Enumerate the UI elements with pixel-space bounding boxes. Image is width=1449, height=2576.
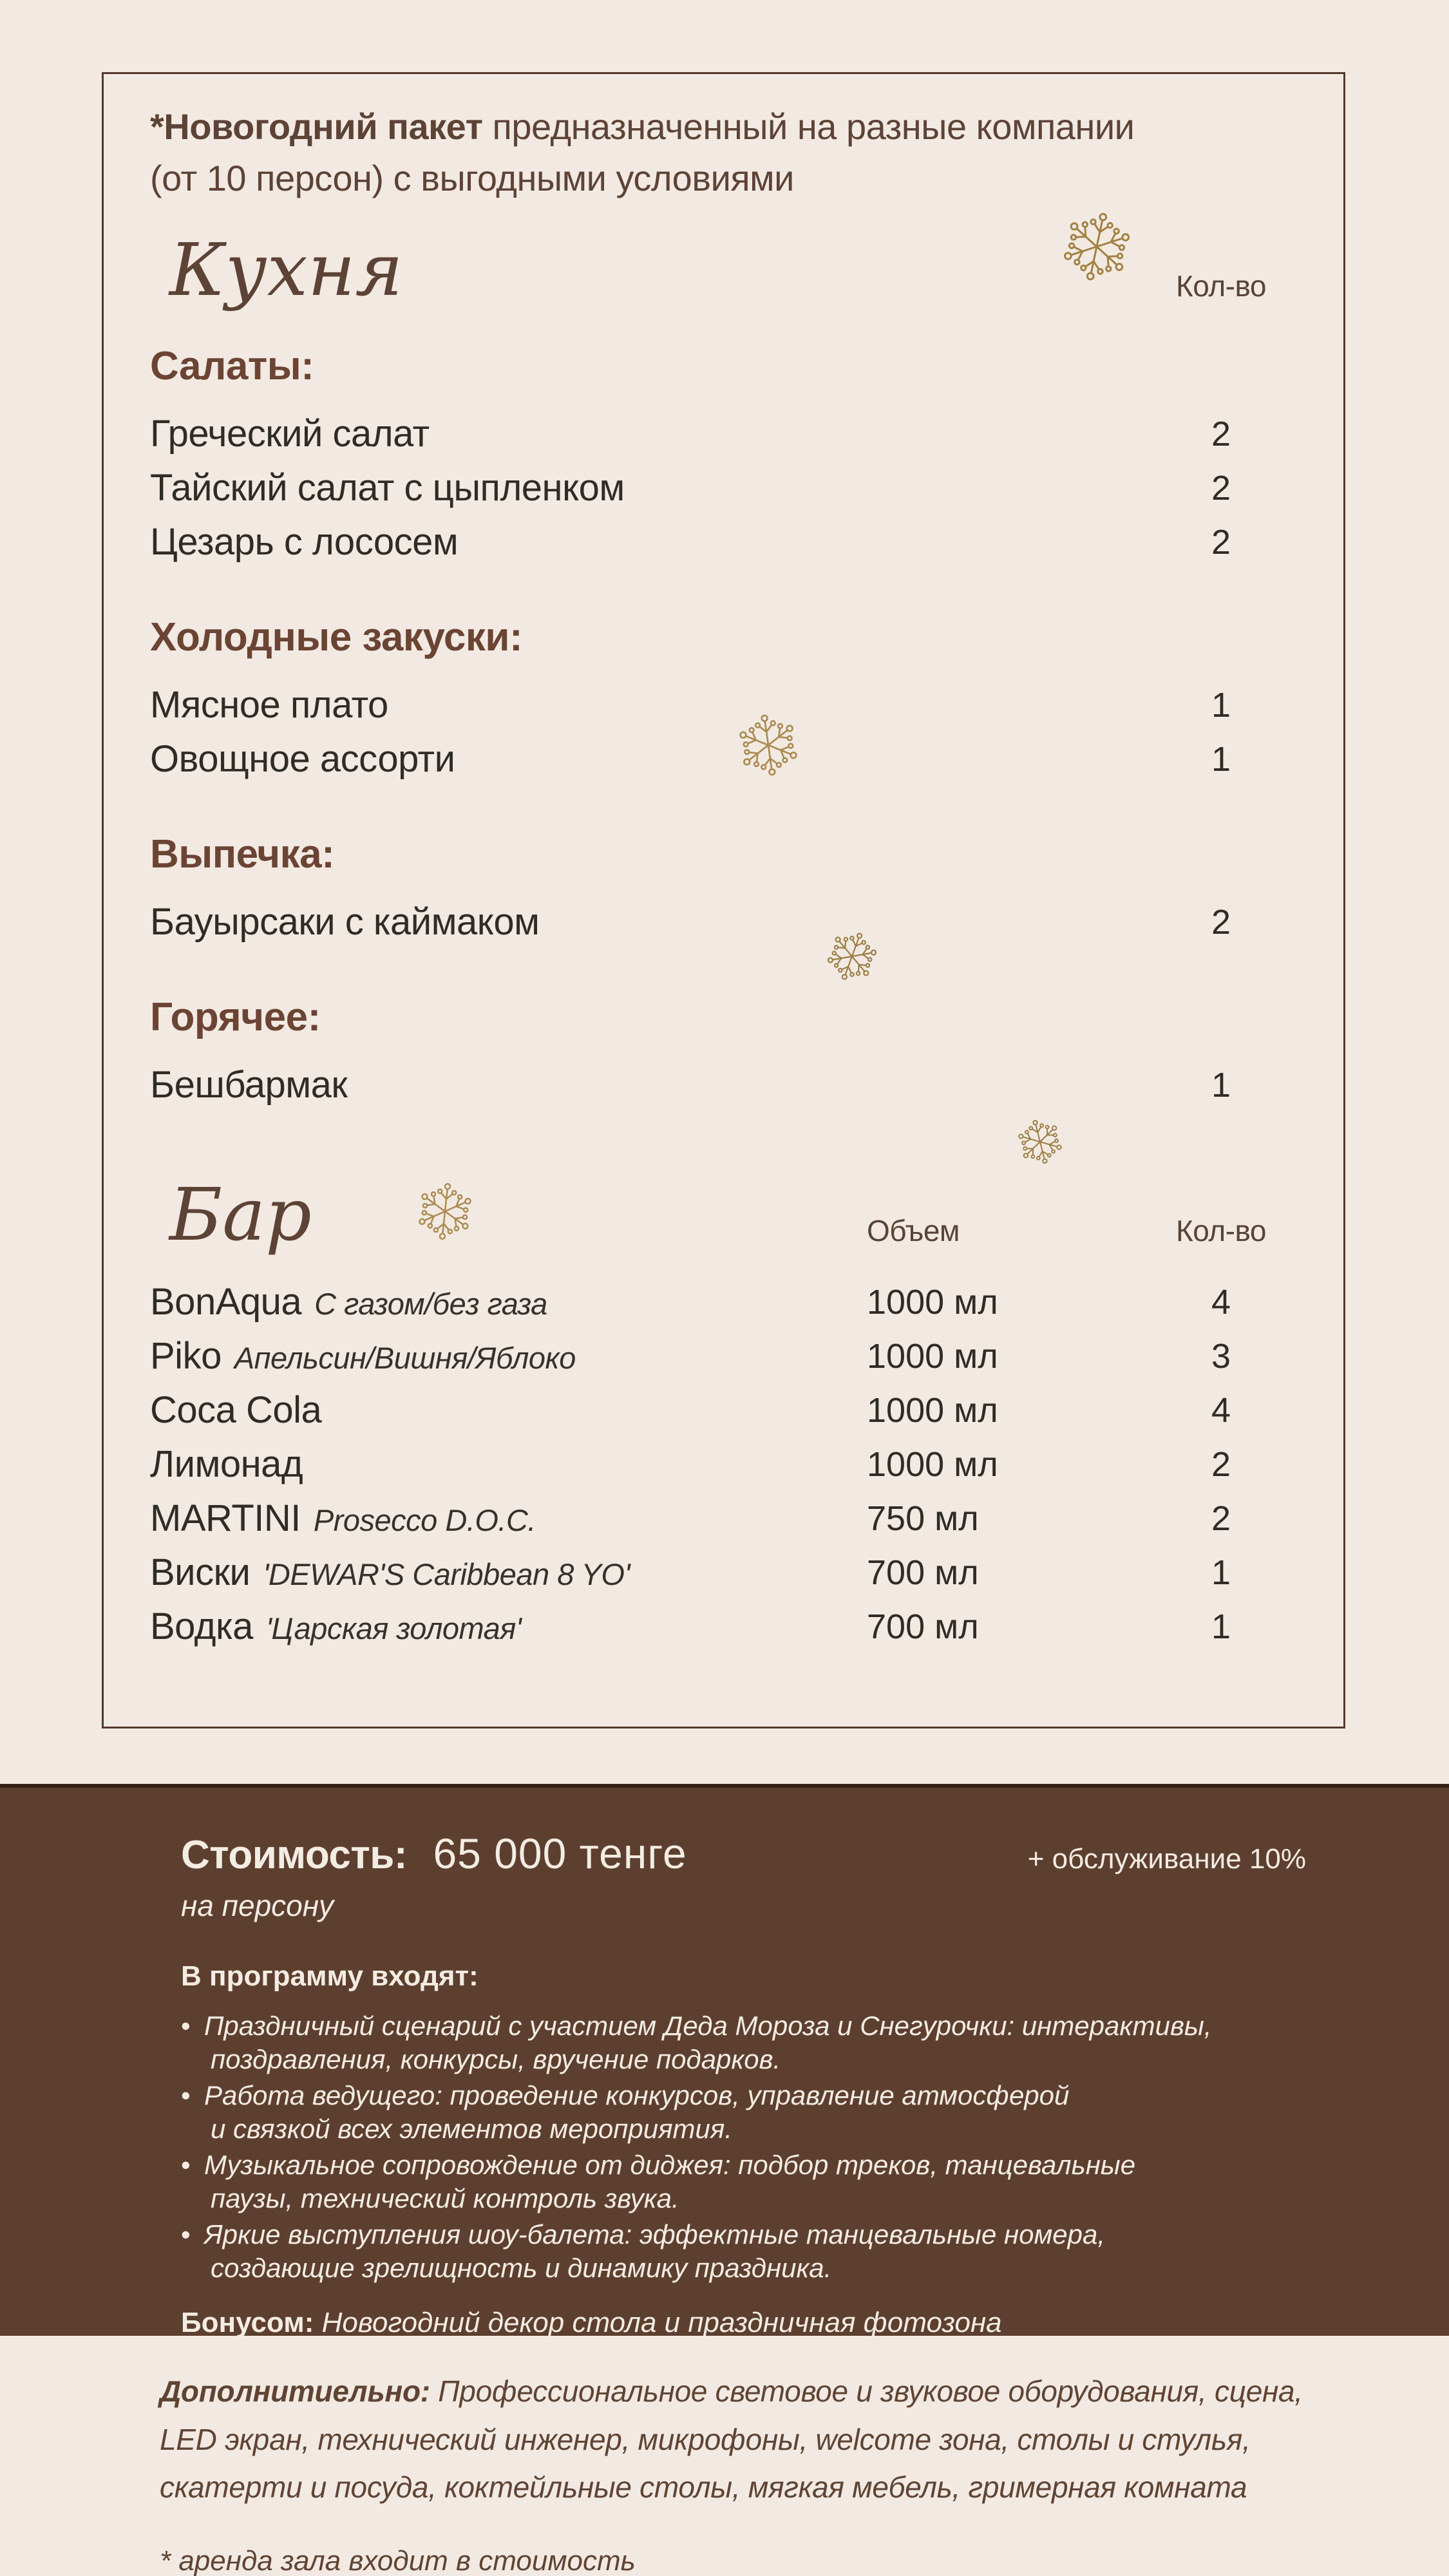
- bar-item-brand: Виски: [150, 1551, 251, 1594]
- snowflake-icon: [1052, 202, 1141, 291]
- bar-rows: [104, 1275, 1343, 1654]
- bullet-line: поздравления, конкурсы, вручение подарков.: [211, 2044, 781, 2074]
- item-name: [150, 1551, 867, 1594]
- item-volume: 700 мл: [867, 1607, 979, 1646]
- item-volume: 750 мл: [867, 1499, 979, 1538]
- menu-item-row: [104, 732, 1343, 786]
- service-charge-note: + обслуживание 10%: [1027, 1843, 1306, 1875]
- bar-qty-header: Кол-во: [1175, 1213, 1267, 1247]
- bar-item-brand: BonAqua: [150, 1281, 302, 1323]
- item-qty: 3: [1211, 1336, 1231, 1376]
- item-name: [150, 1497, 867, 1540]
- bullet-dot: •: [181, 2150, 191, 2180]
- bar-item-brand: Piko: [150, 1335, 222, 1378]
- section-heading-hot: Горячее:: [150, 994, 321, 1039]
- intro-paragraph: [150, 101, 1285, 204]
- cold-rows: [104, 678, 1343, 786]
- footer: [160, 2367, 1319, 2576]
- menu-item-row: [104, 515, 1343, 569]
- program-bullets: [181, 2009, 1306, 2285]
- pastry-rows: [104, 895, 1343, 949]
- item-name: Греческий салат: [150, 413, 430, 455]
- price-value: 65 000 тенге: [433, 1830, 687, 1877]
- item-qty: 2: [1211, 414, 1231, 453]
- item-qty: 4: [1211, 1282, 1231, 1321]
- item-qty: 4: [1211, 1390, 1231, 1430]
- bar-item-desc: 'Царская золотая': [265, 1611, 522, 1646]
- program-bullet: [181, 2148, 1306, 2215]
- price-row: [181, 1829, 1306, 1878]
- menu-item-row: [104, 1600, 1343, 1654]
- bonus-line: [181, 2307, 1306, 2339]
- kitchen-volume-spacer: [867, 303, 1163, 312]
- price-label: Стоимость:: [181, 1833, 408, 1877]
- bullet-text: [204, 2009, 1211, 2076]
- intro-line2: (от 10 персон) с выгодными условиями: [150, 157, 794, 198]
- bullet-text: [204, 2148, 1135, 2215]
- hot-rows: [104, 1058, 1343, 1112]
- extras-line3: скатерти и посуда, коктейльные столы, мягкая мебель, гримерная комната: [160, 2470, 1247, 2505]
- item-name: Бауырсаки с каймаком: [150, 901, 540, 943]
- item-name: Бешбармак: [150, 1064, 348, 1106]
- item-name: [150, 1280, 867, 1323]
- item-volume: 1000 мл: [867, 1390, 998, 1430]
- program-bullet: [181, 2009, 1306, 2076]
- item-qty: 1: [1211, 1065, 1231, 1104]
- bonus-label: Бонусом:: [181, 2307, 314, 2338]
- menu-frame: [102, 72, 1345, 1728]
- item-qty: 2: [1211, 468, 1231, 507]
- bar-volume-header: Объем: [867, 1213, 960, 1247]
- menu-item-row: [104, 895, 1343, 949]
- program-heading: В программу входят:: [181, 1960, 478, 1992]
- snowflake-icon: [411, 1177, 479, 1245]
- bullet-dot: •: [181, 2011, 191, 2041]
- item-name: [150, 1334, 867, 1378]
- extras-line1: Профессиональное световое и звуковое оборудования, сцена,: [430, 2374, 1303, 2408]
- kitchen-qty-header: Кол-во: [1175, 269, 1267, 303]
- menu-item-row: [104, 678, 1343, 732]
- menu-item-row: [104, 1437, 1343, 1492]
- per-person-note: на персону: [181, 1889, 334, 1922]
- item-volume: 700 мл: [867, 1553, 979, 1592]
- menu-item-row: [104, 407, 1343, 461]
- item-volume: 1000 мл: [867, 1282, 998, 1321]
- menu-item-row: [104, 1058, 1343, 1112]
- bar-item-brand: Водка: [150, 1605, 253, 1648]
- program-bullet: [181, 2079, 1306, 2146]
- item-qty: 2: [1211, 902, 1231, 942]
- item-name: [150, 1605, 867, 1648]
- item-name: Цезарь с лососем: [150, 521, 459, 564]
- item-qty: 2: [1211, 1444, 1231, 1484]
- bar-title: Бар: [169, 1173, 312, 1257]
- item-qty: 1: [1211, 685, 1231, 724]
- snowflake-icon: [1010, 1112, 1070, 1171]
- bar-item-desc: С газом/без газа: [314, 1287, 547, 1321]
- kitchen-title: Кухня: [169, 229, 403, 313]
- salads-rows: [104, 407, 1343, 569]
- item-name: Тайский салат с цыпленком: [150, 467, 625, 509]
- extras-line2: LED экран, технический инженер, микрофоны, welcome зона, столы и стулья,: [160, 2422, 1251, 2456]
- snowflake-icon: [730, 707, 806, 782]
- item-name: Мясное плато: [150, 684, 388, 726]
- section-heading-pastry: Выпечка:: [150, 831, 335, 876]
- bar-item-brand: Лимонад: [150, 1443, 303, 1486]
- item-volume: 1000 мл: [867, 1444, 998, 1484]
- intro-rest: предназначенный на разные компании: [482, 106, 1135, 147]
- bullet-dot: •: [181, 2080, 191, 2110]
- section-heading-salads: Салаты:: [150, 343, 314, 388]
- item-name: [150, 1443, 867, 1486]
- menu-item-row: [104, 1492, 1343, 1546]
- item-qty: 1: [1211, 1607, 1231, 1646]
- bullet-text: [204, 2218, 1105, 2285]
- program-bullet: [181, 2218, 1306, 2285]
- bar-item-desc: Prosecco D.O.C.: [313, 1503, 536, 1538]
- section-heading-cold: Холодные закуски:: [150, 614, 523, 659]
- item-qty: 2: [1211, 1499, 1231, 1538]
- kitchen-header-row: [104, 229, 1343, 312]
- price-group: [181, 1829, 687, 1878]
- bullet-text: [204, 2079, 1069, 2146]
- item-name: Овощное ассорти: [150, 738, 455, 781]
- menu-item-row: [104, 1383, 1343, 1437]
- menu-item-row: [104, 1329, 1343, 1383]
- bullet-line: Яркие выступления шоу-балета: эффектные танцевальные номера,: [204, 2219, 1106, 2249]
- bullet-line: Праздничный сценарий с участием Деда Мороза и Снегурочки: интерактивы,: [204, 2011, 1212, 2041]
- bullet-line: Работа ведущего: проведение конкурсов, управление атмосферой: [204, 2080, 1070, 2110]
- bonus-text: Новогодний декор стола и праздничная фотозона: [314, 2307, 1002, 2338]
- bullet-line: паузы, технический контроль звука.: [211, 2183, 679, 2213]
- bullet-line: Музыкальное сопровождение от диджея: подбор треков, танцевальные: [204, 2150, 1136, 2180]
- bar-item-brand: Coca Cola: [150, 1389, 322, 1432]
- menu-item-row: [104, 1546, 1343, 1600]
- bar-item-desc: Апельсин/Вишня/Яблоко: [234, 1341, 576, 1376]
- menu-item-row: [104, 1275, 1343, 1329]
- bar-header-row: [104, 1174, 1343, 1257]
- item-qty: 1: [1211, 1553, 1231, 1592]
- extras-paragraph: [160, 2367, 1319, 2512]
- item-name: [150, 1388, 867, 1432]
- extras-label: Дополнитиельно:: [160, 2374, 430, 2408]
- bar-item-desc: 'DEWAR'S Caribbean 8 YO': [263, 1557, 630, 1592]
- bullet-line: создающие зрелищность и динамику праздника.: [211, 2253, 832, 2283]
- item-qty: 1: [1211, 739, 1231, 779]
- item-qty: 2: [1211, 522, 1231, 562]
- bar-item-brand: MARTINI: [150, 1497, 301, 1540]
- bullet-dot: •: [181, 2219, 191, 2249]
- bullet-line: и связкой всех элементов мероприятия.: [211, 2114, 732, 2144]
- intro-bold: *Новогодний пакет: [150, 106, 483, 147]
- hall-rent-note: * аренда зала входит в стоимость: [160, 2544, 636, 2576]
- menu-item-row: [104, 461, 1343, 515]
- item-volume: 1000 мл: [867, 1336, 998, 1376]
- pricing-band: [0, 1784, 1449, 2336]
